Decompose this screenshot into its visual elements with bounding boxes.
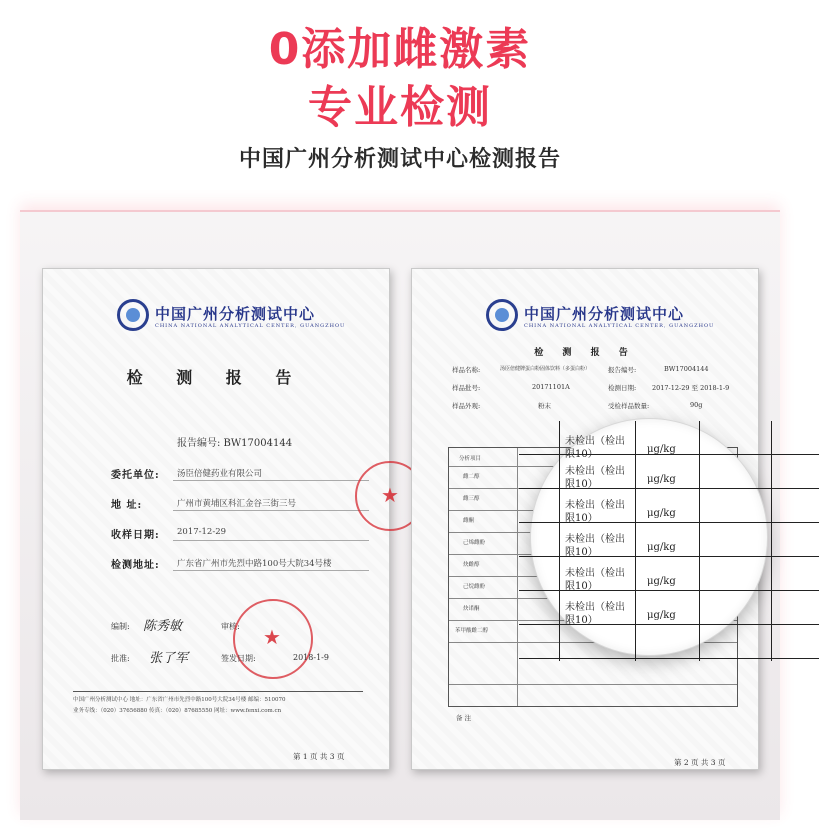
result-unit: μg/kg bbox=[647, 610, 676, 621]
center-logo bbox=[43, 299, 389, 349]
result-unit: μg/kg bbox=[647, 508, 676, 519]
report-title: 检 测 报 告 bbox=[126, 368, 306, 387]
field-value-client: 汤臣倍健药业有限公司 bbox=[177, 469, 263, 479]
field-label-address: 地 址: bbox=[111, 500, 143, 511]
seal-star-icon: ★ bbox=[381, 483, 399, 507]
headline-professional-test: 专业检测 bbox=[308, 82, 492, 133]
result-unit: μg/kg bbox=[647, 542, 676, 553]
approver-signature: 张了军 bbox=[149, 651, 189, 666]
meta-value-quantity: 90g bbox=[690, 401, 703, 409]
center-logo-icon bbox=[117, 299, 149, 331]
subheadline-report-source: 中国广州分析测试中心检测报告 bbox=[238, 147, 561, 172]
table-item-label: 雌二醇 bbox=[463, 474, 480, 480]
result-unit: μg/kg bbox=[647, 474, 676, 485]
logo-chinese-name: 中国广州分析测试中心 bbox=[524, 305, 685, 323]
meta-value-batch: 20171101A bbox=[532, 383, 570, 391]
table-item-label: 己烯雌酚 bbox=[463, 540, 486, 546]
page-number: 第 2 页 共 3 页 bbox=[674, 758, 726, 767]
result-value: 未检出（检出限10） bbox=[565, 534, 625, 558]
logo-english-name: CHINA NATIONAL ANALYTICAL CENTER, GUANGZHOU bbox=[524, 323, 715, 329]
meta-value-sample-name: 汤臣倍健牌蛋白粉固体饮料（多蛋白粉） bbox=[500, 366, 591, 372]
result-value: 未检出（检出限10） bbox=[565, 466, 625, 490]
result-value: 未检出（检出限10） bbox=[565, 500, 625, 524]
center-logo-icon bbox=[486, 299, 518, 331]
report-cover-page bbox=[42, 268, 399, 770]
editor-signature: 陈秀敏 bbox=[143, 619, 183, 634]
center-logo bbox=[412, 299, 758, 349]
table-item-label: 炔诺酮 bbox=[463, 606, 480, 612]
field-label-test-address: 检测地址: bbox=[111, 560, 160, 571]
field-value-receipt-date: 2017-12-29 bbox=[177, 527, 227, 537]
table-item-label: 己烷雌酚 bbox=[463, 584, 486, 590]
issue-date-label: 签发日期: bbox=[221, 654, 256, 663]
footer-address: 中国广州分析测试中心 地址：广东省广州市先烈中路100号大院34号楼 邮编：510070 bbox=[73, 697, 286, 703]
editor-label: 编制: bbox=[111, 622, 130, 631]
remarks-label: 备 注 bbox=[456, 714, 472, 722]
table-item-label: 炔雌醇 bbox=[463, 562, 480, 568]
table-header-item: 分析项目 bbox=[459, 456, 482, 462]
field-underline bbox=[173, 480, 369, 481]
report-number: 报告编号: BW17004144 bbox=[177, 438, 293, 449]
seal-star-icon: ★ bbox=[263, 625, 281, 649]
reviewer-label: 审核: bbox=[221, 622, 240, 631]
approver-label: 批准: bbox=[111, 654, 130, 663]
field-underline bbox=[173, 510, 369, 511]
footer-contact: 业务专线：（020）37656880 传真：（020）87685550 网址：www.fenxi.com.cn bbox=[73, 708, 282, 714]
report-title: 检 测 报 告 bbox=[534, 348, 636, 358]
meta-value-test-date: 2017-12-29 至 2018-1-9 bbox=[652, 384, 730, 392]
logo-english-name: CHINA NATIONAL ANALYTICAL CENTER, GUANGZHOU bbox=[155, 323, 346, 329]
result-unit: μg/kg bbox=[647, 444, 676, 455]
meta-label: 样品名称: bbox=[452, 366, 481, 374]
result-unit: μg/kg bbox=[647, 576, 676, 587]
field-underline bbox=[173, 570, 369, 571]
field-value-test-address: 广东省广州市先烈中路100号大院34号楼 bbox=[177, 559, 332, 569]
headline-zero-estrogen: 0添加雌激素 bbox=[268, 24, 532, 75]
field-label-client: 委托单位: bbox=[111, 470, 160, 481]
logo-chinese-name: 中国广州分析测试中心 bbox=[155, 305, 316, 323]
magnified-results-grid bbox=[519, 421, 819, 661]
meta-value-report-no: BW17004144 bbox=[664, 365, 709, 373]
issue-date-value: 2018-1-9 bbox=[293, 653, 329, 662]
page-number: 第 1 页 共 3 页 bbox=[293, 752, 345, 761]
field-underline bbox=[173, 540, 369, 541]
meta-label: 报告编号: bbox=[608, 366, 637, 374]
table-item-label: 雌酮 bbox=[463, 518, 475, 524]
meta-label: 样品批号: bbox=[452, 384, 481, 392]
footer-rule bbox=[73, 691, 363, 692]
table-column-divider bbox=[517, 448, 518, 706]
meta-label: 受检样品数量: bbox=[608, 402, 650, 410]
result-value: 未检出（检出限10） bbox=[565, 568, 625, 592]
field-label-receipt-date: 收样日期: bbox=[111, 530, 160, 541]
table-item-label: 雌三醇 bbox=[463, 496, 480, 502]
magnified-row bbox=[519, 625, 819, 659]
result-value: 未检出（检出限10） bbox=[565, 436, 625, 460]
table-row bbox=[449, 684, 737, 685]
result-value: 未检出（检出限10） bbox=[565, 602, 625, 626]
official-seal-inspection bbox=[233, 599, 313, 679]
meta-label: 检测日期: bbox=[608, 384, 637, 392]
meta-label: 样品外观: bbox=[452, 402, 481, 410]
magnifier-lens bbox=[530, 418, 768, 656]
table-item-label: 苯甲酸雌二醇 bbox=[455, 628, 489, 634]
field-value-address: 广州市黄埔区科汇金谷三街三号 bbox=[177, 499, 297, 509]
meta-value-appearance: 粉末 bbox=[538, 402, 551, 410]
